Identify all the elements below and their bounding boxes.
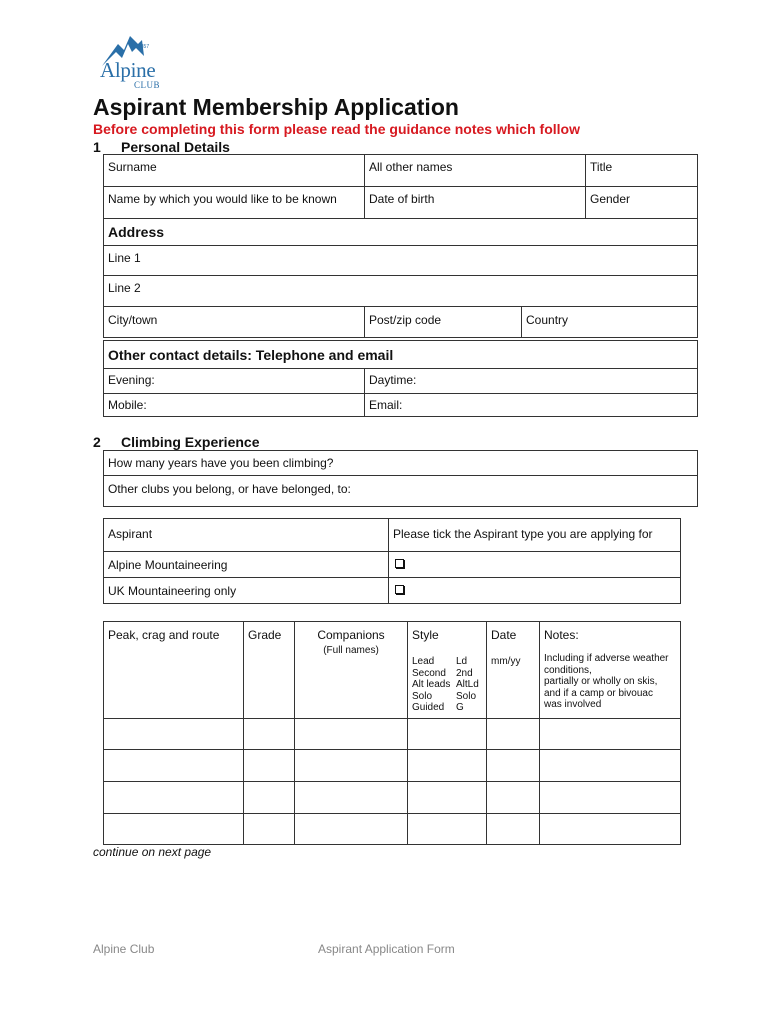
dob-label: Date of birth [369,192,435,206]
peak-label: Peak, crag and route [108,628,220,642]
date-cell[interactable] [487,719,540,750]
style-cell[interactable] [408,814,487,845]
address-line2-field[interactable] [104,276,698,307]
title-field[interactable] [586,155,698,187]
checkbox-icon [395,559,404,568]
peak-cell[interactable] [104,814,244,845]
address-heading: Address [104,219,698,246]
style-label: Style [412,628,439,642]
evening-label: Evening: [108,373,155,387]
personal-details-table [103,154,698,219]
clubs-label: Other clubs you belong, or have belonged, to: [108,482,351,496]
contact-table [103,340,698,417]
routes-table [103,621,681,845]
notes-header [540,622,681,719]
style-option-code: Solo [456,690,477,702]
section1-title: Personal Details [121,139,230,155]
line2-label: Line 2 [108,281,141,295]
date-header [487,622,540,719]
city-field[interactable] [104,307,365,338]
section1-number: 1 [93,139,101,155]
peak-cell[interactable] [104,719,244,750]
notes-label: Notes: [544,628,579,642]
companions-cell[interactable] [295,719,408,750]
years-climbing-field[interactable] [104,451,698,476]
other-names-field[interactable] [365,155,586,187]
continue-note: continue on next page [93,845,212,859]
gender-field[interactable] [586,187,698,219]
style-option-name: Solo [412,690,433,702]
style-cell[interactable] [408,782,487,814]
notes-line: conditions, [544,664,592,676]
footer-center: Aspirant Application Form [318,942,455,956]
section2-number: 2 [93,434,101,450]
uk-mountaineering-checkbox[interactable] [389,578,681,604]
companions-cell[interactable] [295,750,408,782]
companions-header [295,622,408,719]
daytime-label: Daytime: [369,373,417,387]
date-label: Date [491,628,517,642]
aspirant-tick-header: Please tick the Aspirant type you are applying for [389,519,681,552]
grade-cell[interactable] [244,719,295,750]
companions-cell[interactable] [295,814,408,845]
alpine-mountaineering-checkbox[interactable] [389,552,681,578]
date-cell[interactable] [487,782,540,814]
peak-header [104,622,244,719]
notes-line: Including if adverse weather [544,653,669,664]
surname-label: Surname [108,160,157,174]
address-table [103,218,698,338]
email-field[interactable] [365,394,698,417]
table-row [104,814,681,845]
style-option-code: G [456,702,464,713]
grade-cell[interactable] [244,782,295,814]
years-label: How many years have you been climbing? [108,456,334,470]
notes-line: and if a camp or bivouac [544,687,653,699]
grade-header [244,622,295,719]
date-format: mm/yy [491,656,521,667]
logo-year: 1857 [138,44,150,50]
logo-name: Alpine [100,58,156,82]
style-option-code: Ld [456,656,468,667]
aspirant-type-label: Alpine Mountaineering [104,552,389,578]
table-row [104,782,681,814]
companions-label: Companions [317,628,385,642]
mobile-field[interactable] [104,394,365,417]
email-label: Email: [369,398,403,412]
companions-cell[interactable] [295,782,408,814]
country-label: Country [526,313,569,327]
style-cell[interactable] [408,719,487,750]
postcode-field[interactable] [365,307,522,338]
logo-subtitle: CLUB [134,80,161,90]
style-option-code: AltLd [456,679,479,690]
footer-left: Alpine Club [93,942,155,956]
date-cell[interactable] [487,750,540,782]
address-line1-field[interactable] [104,246,698,276]
contact-heading: Other contact details: Telephone and email [104,341,698,369]
style-option-name: Lead [412,656,435,667]
city-label: City/town [108,313,158,327]
grade-label: Grade [248,628,282,642]
notes-line: was involved [544,699,602,710]
table-row [104,719,681,750]
aspirant-type-label: UK Mountaineering only [104,578,389,604]
postcode-label: Post/zip code [369,313,442,327]
style-option-name: Second [412,667,446,679]
notes-cell[interactable] [540,782,681,814]
guidance-warning: Before completing this form please read the guidance notes which follow [93,121,580,137]
style-options [412,656,482,714]
peak-cell[interactable] [104,782,244,814]
section2-title: Climbing Experience [121,434,260,450]
notes-cell[interactable] [540,719,681,750]
notes-line: partially or wholly on skis, [544,676,658,687]
title-label: Title [590,160,613,174]
table-row [104,750,681,782]
companions-note: (Full names) [323,645,379,656]
checkbox-icon [395,585,404,594]
notes-guidance [544,653,676,711]
known-as-field[interactable] [104,187,365,219]
style-option-name: Guided [412,702,445,713]
style-option-name: Alt leads [412,679,451,690]
page-title: Aspirant Membership Application [93,94,459,120]
aspirant-type-table [103,518,681,604]
notes-cell[interactable] [540,750,681,782]
notes-cell[interactable] [540,814,681,845]
peak-cell[interactable] [104,750,244,782]
grade-cell[interactable] [244,750,295,782]
line1-label: Line 1 [108,251,141,265]
style-header [408,622,487,719]
date-cell[interactable] [487,814,540,845]
gender-label: Gender [590,192,631,206]
style-option-code: 2nd [456,667,473,679]
mobile-label: Mobile: [108,398,147,412]
country-field[interactable] [522,307,698,338]
alpine-club-logo [98,30,170,92]
known-as-label: Name by which you would like to be known [108,192,337,206]
dob-field[interactable] [365,187,586,219]
evening-phone-field[interactable] [104,369,365,394]
grade-cell[interactable] [244,814,295,845]
aspirant-header: Aspirant [104,519,389,552]
other-names-label: All other names [369,160,453,174]
style-cell[interactable] [408,750,487,782]
daytime-phone-field[interactable] [365,369,698,394]
surname-field[interactable] [104,155,365,187]
climbing-experience-table [103,450,698,507]
other-clubs-field[interactable] [104,476,698,507]
